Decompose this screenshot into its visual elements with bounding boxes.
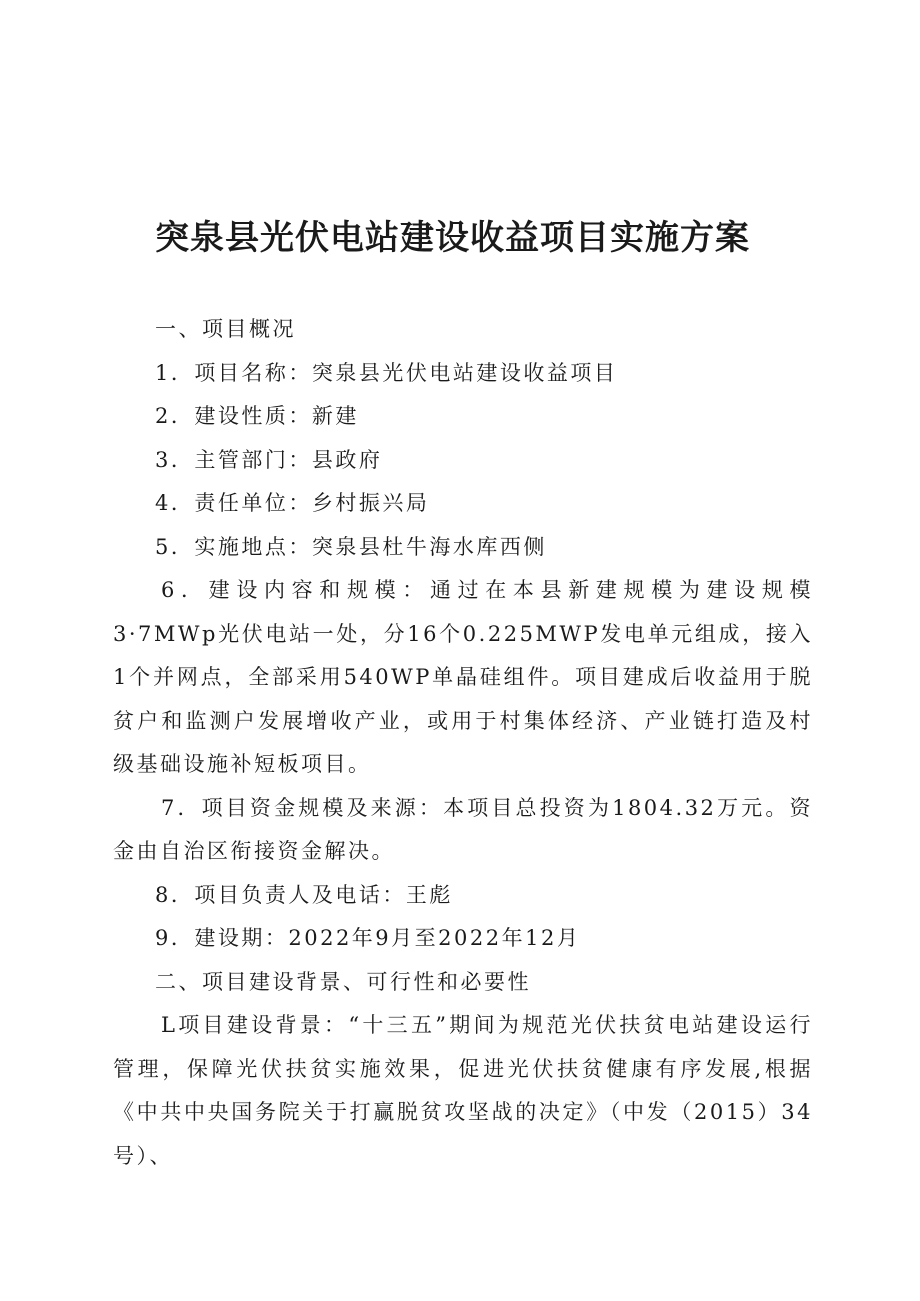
background-paragraph: L项目建设背景：“十三五”期间为规范光伏扶贫电站建设运行管理，保障光伏扶贫实施效果，促进光伏扶贫健康有序发展,根据《中共中央国务院关于打赢脱贫攻坚战的决定》（中发（2015）34号）、: [113, 1013, 813, 1168]
section-heading-overview: 一、项目概况: [155, 317, 296, 341]
section-heading-background: 二、项目建设背景、可行性和必要性: [155, 969, 531, 994]
item-content-scale: 6．建设内容和规模：通过在本县新建规模为建设规模3·7MWp光伏电站一处，分16个0.225MWP发电单元组成，接入1个并网点，全部采用540WP单晶硅组件。项目建成后收益用于脱贫户和监测户发展增收产业，或用于村集体经济、产业链打造及村级基础设施补短板项目。: [113, 578, 813, 776]
document-body: [113, 308, 813, 1178]
item-construction-period: 9．建设期：2022年9月至2022年12月: [155, 926, 581, 950]
item-construction-nature: 2．建设性质：新建: [155, 404, 359, 428]
document-title: 突泉县光伏电站建设收益项目实施方案: [155, 218, 750, 258]
item-responsible-unit: 4．责任单位：乡村振兴局: [155, 491, 430, 515]
item-project-leader: 8．项目负责人及电话：王彪: [155, 882, 453, 907]
item-location: 5．实施地点：突泉县杜牛海水库西侧: [155, 534, 547, 559]
item-project-name: 1．项目名称：突泉县光伏电站建设收益项目: [155, 360, 618, 385]
item-funding: 7．项目资金规模及来源：本项目总投资为1804.32万元。资金由自治区衔接资金解决。: [113, 795, 813, 863]
item-competent-department: 3．主管部门：县政府: [155, 447, 383, 472]
